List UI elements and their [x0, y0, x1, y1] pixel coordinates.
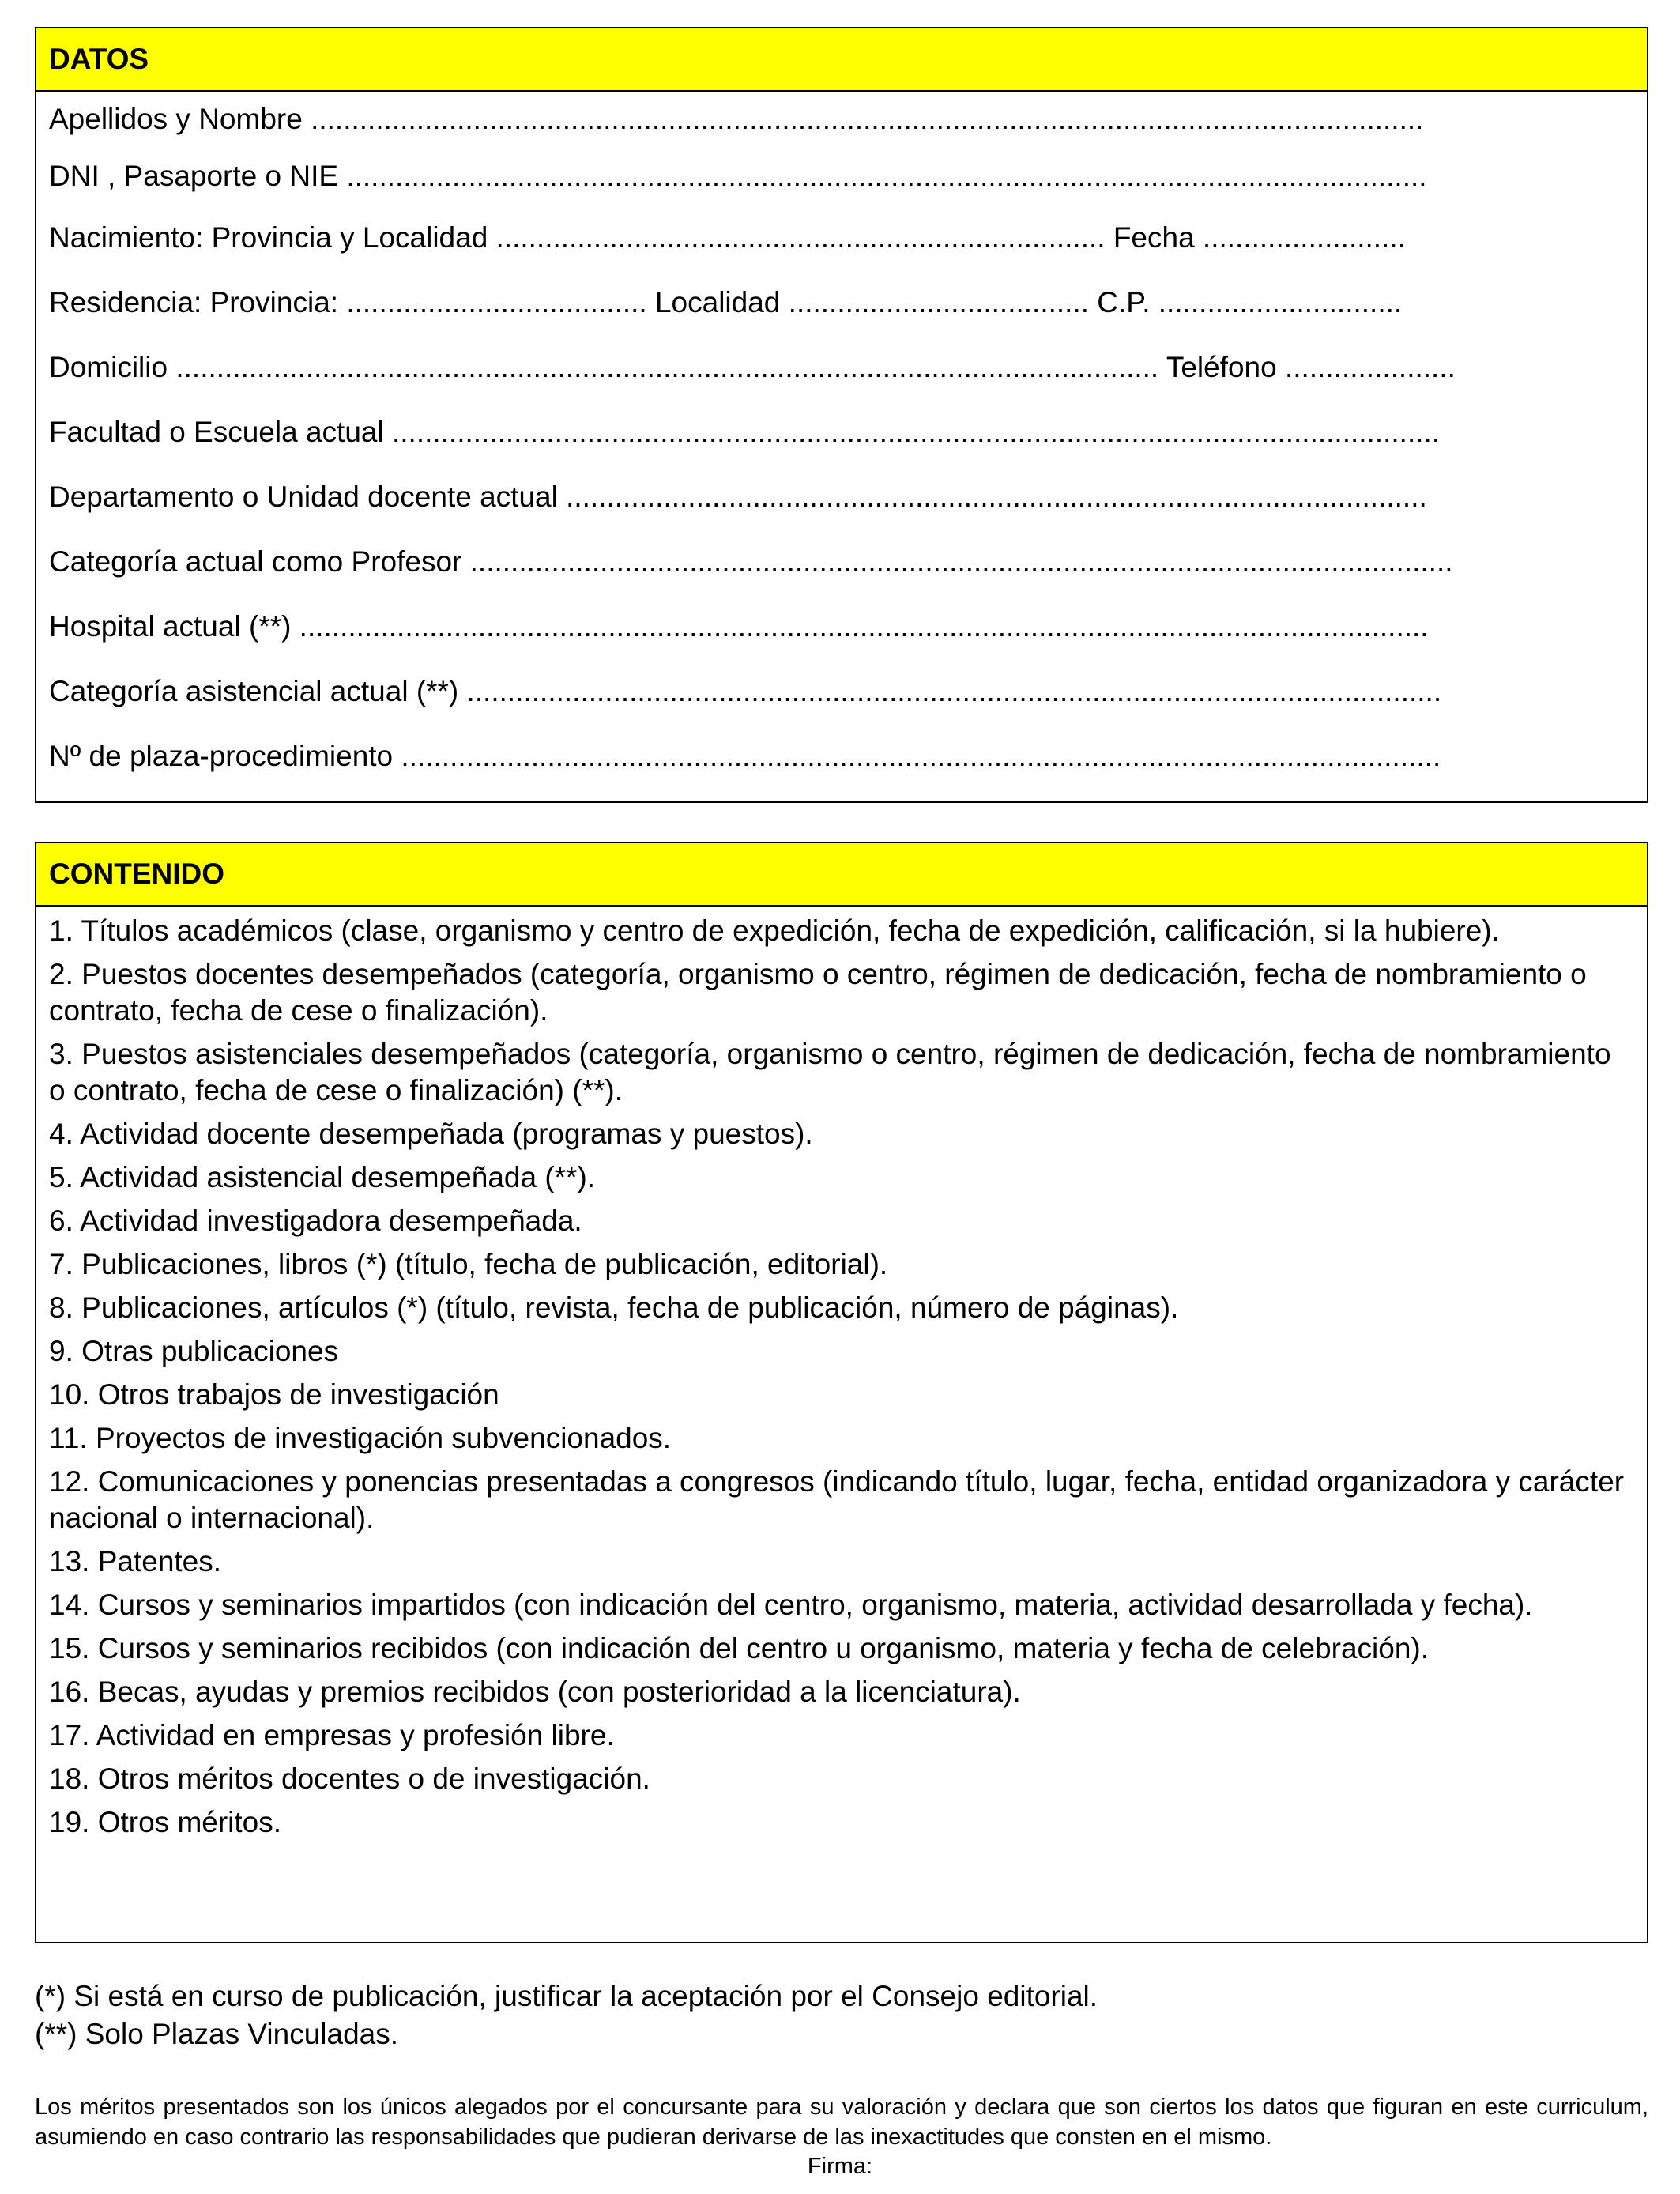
datos-section [35, 27, 1648, 803]
field-facultad-escuela[interactable]: Facultad o Escuela actual ................................................................................................................................. [49, 416, 1441, 448]
field-residencia[interactable]: Residencia: Provincia: ..................................... Localidad ..................................... C.P. .............................. [49, 286, 1403, 319]
footnote-plazas-vinculadas: (**) Solo Plazas Vinculadas. [35, 2018, 399, 2050]
field-plaza-procedimiento[interactable]: Nº de plaza-procedimiento ................................................................................................................................ [49, 740, 1441, 772]
list-item: 11. Proyectos de investigación subvencionados. [49, 1422, 672, 1454]
footnotes [35, 1977, 1648, 2053]
list-item: 13. Patentes. [49, 1545, 222, 1578]
contenido-header: CONTENIDO [36, 843, 1647, 907]
contenido-list [36, 907, 1647, 1841]
field-domicilio-telefono[interactable]: Domicilio ......................................................................................................................... Teléfono ..................... [49, 351, 1456, 383]
list-item: 8. Publicaciones, artículos (*) (título, revista, fecha de publicación, número de páginas). [49, 1291, 1179, 1324]
footnote-publicacion: (*) Si está en curso de publicación, justificar la aceptación por el Consejo editorial. [35, 1980, 1098, 2012]
signature-label: Firma: [807, 2154, 873, 2179]
list-item: 17. Actividad en empresas y profesión libre. [49, 1719, 615, 1751]
list-item: 3. Puestos asistenciales desempeñados (categoría, organismo o centro, régimen de dedicación, fecha de nombramiento o contrato, fecha de cese o finalización) (**). [49, 1038, 1611, 1106]
field-categoria-profesor[interactable]: Categoría actual como Profesor ......................................................................................................................... [49, 545, 1453, 578]
list-item: 1. Títulos académicos (clase, organismo y centro de expedición, fecha de expedición, calificación, si la hubiere). [49, 914, 1500, 947]
list-item: 14. Cursos y seminarios impartidos (con indicación del centro, organismo, materia, actividad desarrollada y fecha). [49, 1589, 1533, 1621]
declaration-text: Los méritos presentados son los únicos alegados por el concursante para su valoración y declara que son ciertos los datos que figuran en este curriculum, asumiendo en caso contrario las responsabilidades que pudieran derivarse de las inexactitudes que consten en el mismo. [35, 2094, 1648, 2150]
list-item: 10. Otros trabajos de investigación [49, 1378, 499, 1411]
field-nacimiento[interactable]: Nacimiento: Provincia y Localidad ........................................................................... Fecha ......................... [49, 221, 1406, 254]
list-item: 15. Cursos y seminarios recibidos (con indicación del centro u organismo, materia y fecha de celebración). [49, 1632, 1430, 1664]
list-item: 2. Puestos docentes desempeñados (categoría, organismo o centro, régimen de dedicación, fecha de nombramiento o contrato, fecha de cese o finalización). [49, 958, 1587, 1027]
list-item: 9. Otras publicaciones [49, 1335, 339, 1367]
list-item: 6. Actividad investigadora desempeñada. [49, 1204, 582, 1237]
list-item: 7. Publicaciones, libros (*) (título, fecha de publicación, editorial). [49, 1248, 888, 1280]
list-item: 19. Otros méritos. [49, 1806, 282, 1838]
list-item: 18. Otros méritos docentes o de investigación. [49, 1762, 650, 1795]
list-item: 5. Actividad asistencial desempeñada (**). [49, 1161, 596, 1193]
datos-header: DATOS [36, 28, 1647, 92]
contenido-section [35, 842, 1648, 1943]
list-item: 4. Actividad docente desempeñada (programas y puestos). [49, 1118, 813, 1150]
list-item: 12. Comunicaciones y ponencias presentadas a congresos (indicando título, lugar, fecha, entidad organizadora y carácter nacional o internacional). [49, 1465, 1625, 1534]
field-departamento-unidad[interactable]: Departamento o Unidad docente actual .......................................................................................................... [49, 481, 1427, 513]
list-item: 16. Becas, ayudas y premios recibidos (con posterioridad a la licenciatura). [49, 1676, 1021, 1708]
field-categoria-asistencial[interactable]: Categoría asistencial actual (**) ........................................................................................................................ [49, 675, 1442, 707]
field-hospital-actual[interactable]: Hospital actual (**) ........................................................................................................................................... [49, 610, 1429, 643]
field-apellidos-nombre[interactable]: Apellidos y Nombre ......................................................................................................................................... [49, 103, 1424, 135]
field-dni-pasaporte-nie[interactable]: DNI , Pasaporte o NIE ..................................................................................................................................... [49, 160, 1427, 192]
